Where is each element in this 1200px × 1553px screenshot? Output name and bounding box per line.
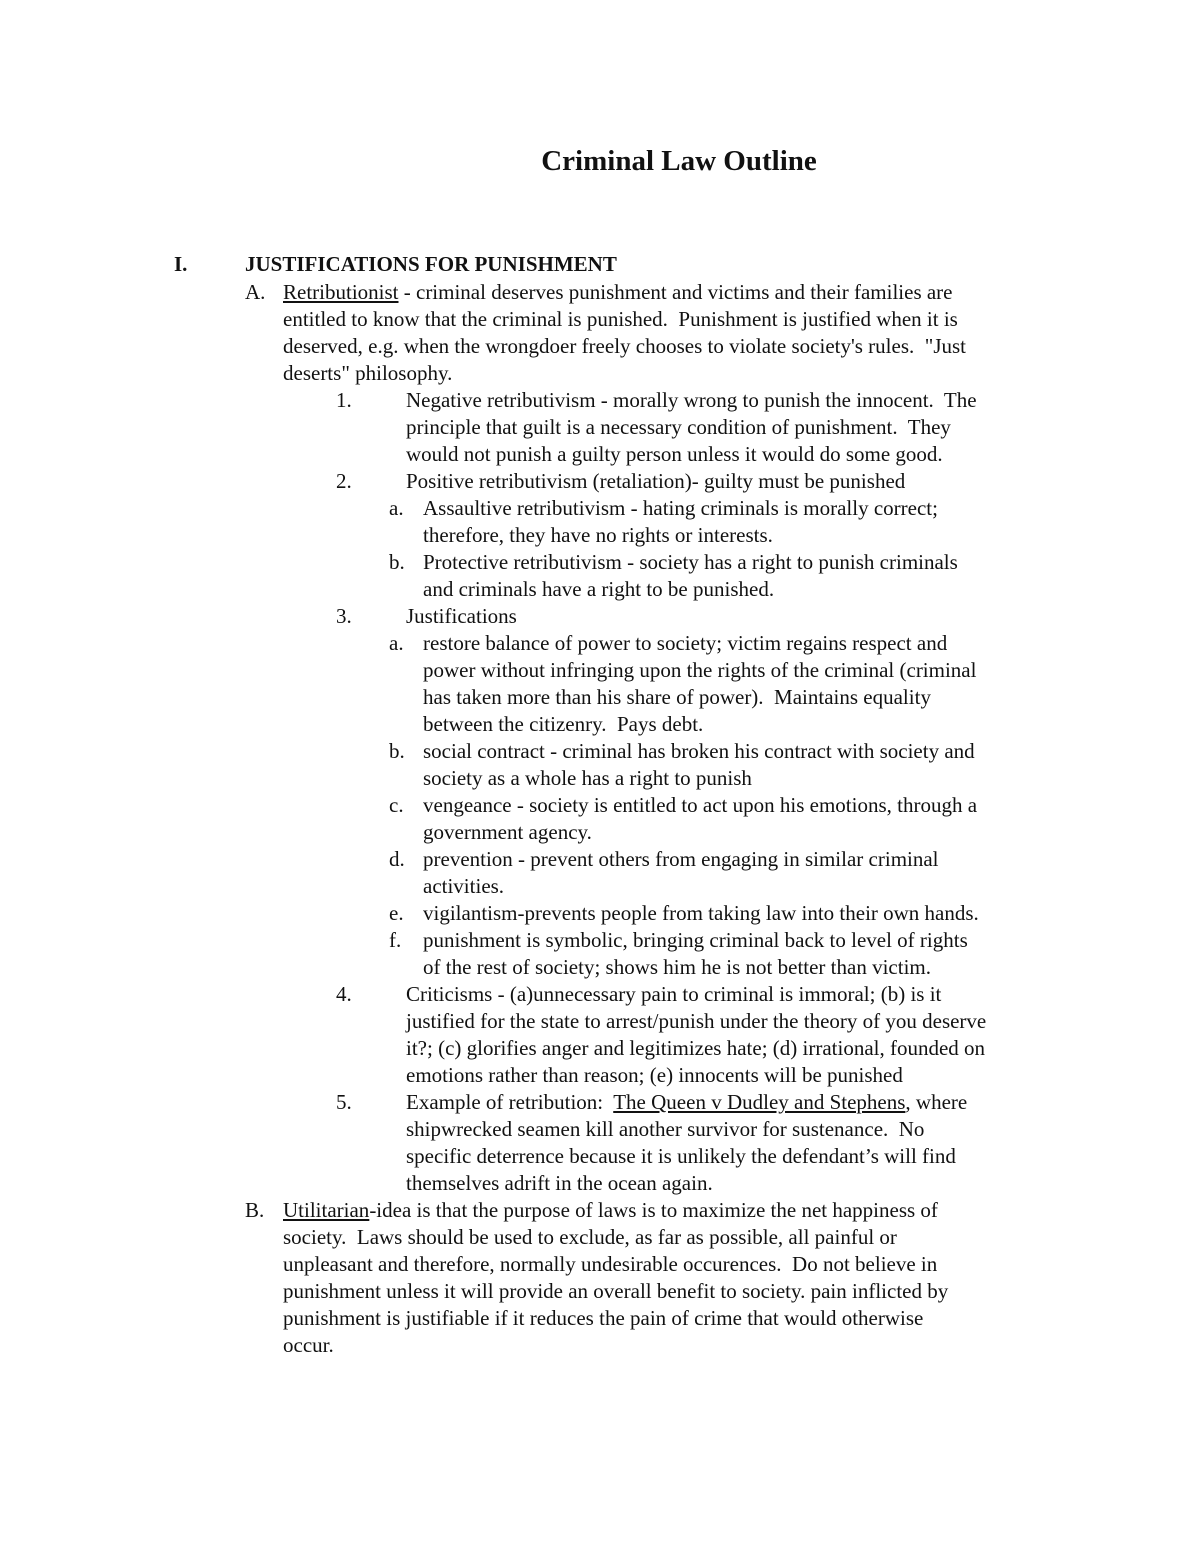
subsection-a-text: - criminal deserves punishment and victims and their families are — [398, 280, 953, 304]
item-5-marker: 5. — [336, 1090, 352, 1114]
item-2b-line-1: Protective retributivism - society has a right to punish criminals — [423, 550, 958, 574]
subsection-b-line-5: punishment is justifiable if it reduces the pain of crime that would otherwise — [283, 1306, 924, 1330]
item-4-line-3: it?; (c) glorifies anger and legitimizes hate; (d) irrational, founded on — [406, 1036, 986, 1060]
item-3b-marker: b. — [389, 739, 405, 763]
item-2a-marker: a. — [389, 496, 404, 520]
item-3a-line-3: has taken more than his share of power). Maintains equality — [423, 685, 931, 709]
item-5-line-2: shipwrecked seamen kill another survivor for sustenance. No — [406, 1117, 925, 1141]
subsection-a-line-1 — [283, 279, 953, 306]
section-heading: JUSTIFICATIONS FOR PUNISHMENT — [245, 252, 617, 276]
item-4-line-1: Criticisms - (a)unnecessary pain to criminal is immoral; (b) is it — [406, 982, 942, 1006]
subsection-b-line-6: occur. — [283, 1333, 334, 1357]
item-3f-line-1: punishment is symbolic, bringing criminal back to level of rights — [423, 928, 968, 952]
item-2b-line-2: and criminals have a right to be punished. — [423, 577, 775, 601]
item-3b-line-1: social contract - criminal has broken his contract with society and — [423, 739, 975, 763]
subsection-b-text: -idea is that the purpose of laws is to maximize the net happiness of — [369, 1198, 938, 1222]
case-name: The Queen v Dudley and Stephens — [613, 1090, 906, 1114]
document-title: Criminal Law Outline — [541, 145, 817, 177]
item-3e-marker: e. — [389, 901, 404, 925]
item-1-marker: 1. — [336, 388, 352, 412]
item-3c-marker: c. — [389, 793, 404, 817]
item-2a-line-1: Assaultive retributivism - hating criminals is morally correct; — [423, 496, 938, 520]
item-2-line-1: Positive retributivism (retaliation)- guilty must be punished — [406, 469, 906, 493]
item-3a-marker: a. — [389, 631, 404, 655]
item-3c-line-2: government agency. — [423, 820, 592, 844]
utilitarian-term: Utilitarian — [283, 1198, 370, 1222]
subsection-b-line-1 — [283, 1197, 938, 1224]
subsection-b-line-3: unpleasant and therefore, normally undesirable occurences. Do not believe in — [283, 1252, 938, 1276]
item-3d-marker: d. — [389, 847, 405, 871]
item-3-line-1: Justifications — [406, 604, 517, 628]
item-3-marker: 3. — [336, 604, 352, 628]
item-1-line-1: Negative retributivism - morally wrong to punish the innocent. The — [406, 388, 977, 412]
subsection-b-line-4: punishment unless it will provide an overall benefit to society. pain inflicted by — [283, 1279, 949, 1303]
item-4-line-4: emotions rather than reason; (e) innocents will be punished — [406, 1063, 903, 1087]
item-3c-line-1: vengeance - society is entitled to act upon his emotions, through a — [423, 793, 978, 817]
item-4-marker: 4. — [336, 982, 352, 1006]
item-5-line-3: specific deterrence because it is unlikely the defendant’s will find — [406, 1144, 956, 1168]
subsection-a-line-3: deserved, e.g. when the wrongdoer freely chooses to violate society's rules. "Just — [283, 334, 967, 358]
item-3d-line-2: activities. — [423, 874, 505, 898]
item-3a-line-2: power without infringing upon the rights of the criminal (criminal — [423, 658, 977, 682]
subsection-a-line-4: deserts" philosophy. — [283, 361, 453, 385]
subsection-b-line-2: society. Laws should be used to exclude, as far as possible, all painful or — [283, 1225, 897, 1249]
subsection-a-line-2: entitled to know that the criminal is punished. Punishment is justified when it is — [283, 307, 958, 331]
item-3f-line-2: of the rest of society; shows him he is not better than victim. — [423, 955, 931, 979]
item-5-line-4: themselves adrift in the ocean again. — [406, 1171, 713, 1195]
retributionist-term: Retributionist — [283, 280, 399, 304]
item-1-line-3: would not punish a guilty person unless it would do some good. — [406, 442, 943, 466]
item-5-lead: Example of retribution: — [406, 1090, 614, 1114]
item-5-line-1 — [406, 1089, 967, 1116]
item-3a-line-1: restore balance of power to society; victim regains respect and — [423, 631, 948, 655]
item-3f-marker: f. — [389, 928, 402, 952]
item-3d-line-1: prevention - prevent others from engaging in similar criminal — [423, 847, 939, 871]
item-2a-line-2: therefore, they have no rights or interests. — [423, 523, 773, 547]
item-2-marker: 2. — [336, 469, 352, 493]
item-4-line-2: justified for the state to arrest/punish under the theory of you deserve — [406, 1009, 987, 1033]
item-1-line-2: principle that guilt is a necessary condition of punishment. They — [406, 415, 951, 439]
item-2b-marker: b. — [389, 550, 405, 574]
subsection-b-marker: B. — [245, 1198, 265, 1222]
item-3a-line-4: between the citizenry. Pays debt. — [423, 712, 704, 736]
section-numeral: I. — [174, 252, 188, 276]
item-3e-line-1: vigilantism-prevents people from taking law into their own hands. — [423, 901, 979, 925]
subsection-a-marker: A. — [245, 280, 266, 304]
item-3b-line-2: society as a whole has a right to punish — [423, 766, 752, 790]
item-5-tail: , where — [905, 1090, 968, 1114]
